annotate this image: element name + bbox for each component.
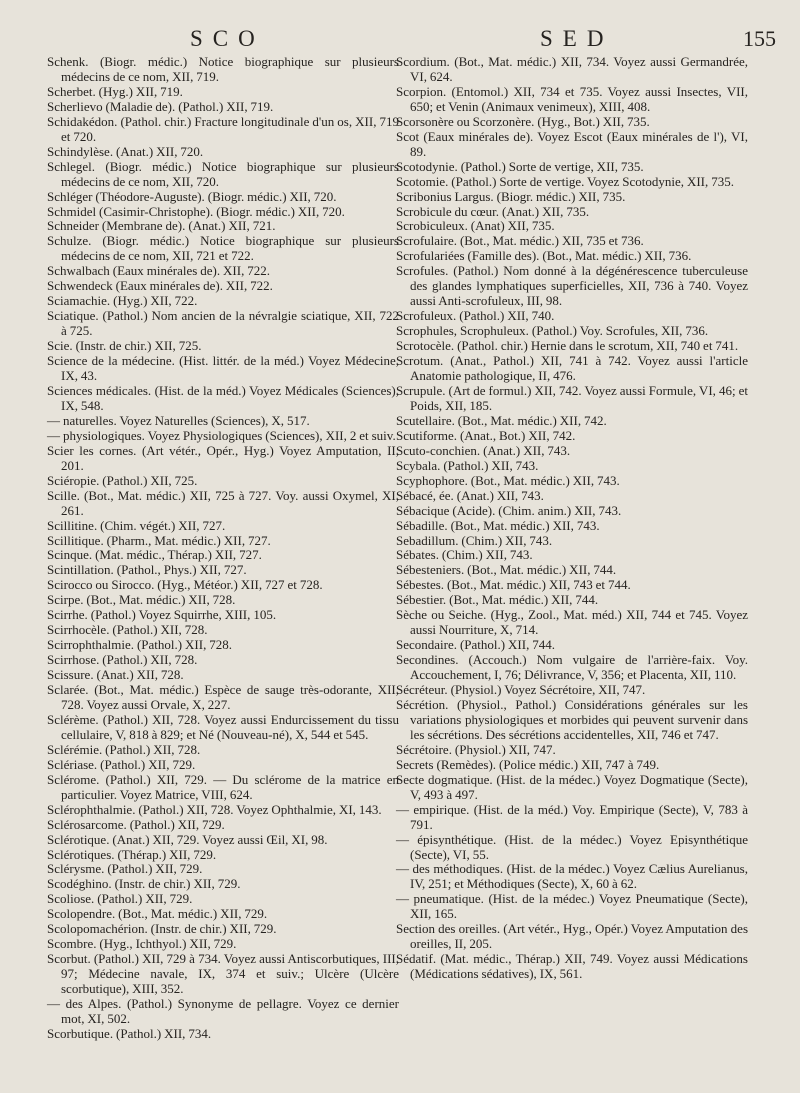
index-entry: Sciéropie. (Pathol.) XII, 725. xyxy=(47,472,198,488)
running-head-left: SCO xyxy=(190,26,265,51)
index-entry: Scirrhose. (Pathol.) XII, 728. xyxy=(47,652,198,668)
index-entry: Scybala. (Pathol.) XII, 743. xyxy=(396,457,539,473)
index-entry: Scolopendre. (Bot., Mat. médic.) XII, 729. xyxy=(47,906,268,922)
index-entry: Scutellaire. (Bot., Mat. médic.) XII, 742. xyxy=(396,412,607,428)
index-entry: Scillitine. (Chim. végét.) XII, 727. xyxy=(47,517,226,533)
index-entry: Sébesteniers. (Bot., Mat. médic.) XII, 744. xyxy=(396,562,617,578)
index-entry: Sciamachie. (Hyg.) XII, 722. xyxy=(47,293,198,309)
index-entry: Scrotum. (Anat., Pathol.) XII, 741 à 742. Voyez aussi l'article Anatomie pathologique, II, 476. xyxy=(396,353,748,384)
index-entry: Sèche ou Seiche. (Hyg., Zool., Mat. méd.) XII, 744 et 745. Voyez aussi Nourriture, X, 714. xyxy=(396,607,748,638)
index-entry: Secte dogmatique. (Hist. de la médec.) Voyez Dogmatique (Secte), V, 493 à 497. xyxy=(396,771,748,802)
index-entry: — empirique. (Hist. de la méd.) Voy. Empirique (Secte), V, 783 à 791. xyxy=(396,801,748,832)
index-entry: Secrets (Remèdes). (Police médic.) XII, 747 à 749. xyxy=(396,756,660,772)
index-entry: Scinque. (Mat. médic., Thérap.) XII, 727. xyxy=(47,547,262,563)
index-entry: Scuto-conchien. (Anat.) XII, 743. xyxy=(396,442,571,458)
index-entry: Schwendeck (Eaux minérales de). XII, 722. xyxy=(47,278,273,294)
index-entry: Scorbut. (Pathol.) XII, 729 à 734. Voyez aussi Antiscorbutiques, III, 97; Médecine navale, IX, 374 et suiv.; Ulcère (Ulcère scorbutique), XIII, 352. xyxy=(47,951,399,997)
index-entry: Sécrétion. (Physiol., Pathol.) Considérations générales sur les variations physiologiques et morbides qui peuvent survenir dans les sécrétions. Des sécrétions accidentelles, XII, 746 et 747. xyxy=(396,696,748,742)
index-entry: Scirrhocèle. (Pathol.) XII, 728. xyxy=(47,622,208,638)
index-entry: Scirpe. (Bot., Mat. médic.) XII, 728. xyxy=(47,592,236,608)
index-entry: Scorsonère ou Scorzonère. (Hyg., Bot.) XII, 735. xyxy=(396,113,650,129)
index-entry: Sclérome. (Pathol.) XII, 729. — Du sclérome de la matrice en particulier. Voyez Matrice, VIII, 624. xyxy=(47,771,399,802)
index-entry: — physiologiques. Voyez Physiologiques (Sciences), XII, 2 et suiv. xyxy=(47,427,396,443)
index-entry: Scoliose. (Pathol.) XII, 729. xyxy=(47,891,193,907)
index-entry: Scie. (Instr. de chir.) XII, 725. xyxy=(47,338,202,354)
running-head-right: SED xyxy=(540,26,614,51)
index-entry: Scolopomachérion. (Instr. de chir.) XII, 729. xyxy=(47,921,277,937)
index-entry: Schmidel (Casimir-Christophe). (Biogr. médic.) XII, 720. xyxy=(47,203,345,219)
right-index-column xyxy=(396,55,748,982)
index-entry: Secondaire. (Pathol.) XII, 744. xyxy=(396,637,556,653)
index-entry: Scillitique. (Pharm., Mat. médic.) XII, 727. xyxy=(47,532,271,548)
index-entry: Scotomie. (Pathol.) Sorte de vertige. Voyez Scotodynie, XII, 735. xyxy=(396,173,734,189)
left-index-column xyxy=(47,55,399,1042)
index-entry: — pneumatique. (Hist. de la médec.) Voyez Pneumatique (Secte), XII, 165. xyxy=(396,891,748,922)
index-entry: Scrofulaire. (Bot., Mat. médic.) XII, 735 et 736. xyxy=(396,233,644,249)
index-entry: Sclérémie. (Pathol.) XII, 728. xyxy=(47,741,201,757)
index-entry: Scorpion. (Entomol.) XII, 734 et 735. Voyez aussi Insectes, VII, 650; et Venin (Animaux venimeux), XIII, 408. xyxy=(396,83,748,114)
index-entry: Scirrhe. (Pathol.) Voyez Squirrhe, XIII, 105. xyxy=(47,607,277,623)
index-entry: Sclérotique. (Anat.) XII, 729. Voyez aussi Œil, XI, 98. xyxy=(47,831,328,847)
index-entry: Scribonius Largus. (Biogr. médic.) XII, 735. xyxy=(396,188,626,204)
index-entry: Scrophules, Scrophuleux. (Pathol.) Voy. Scrofules, XII, 736. xyxy=(396,323,709,339)
index-entry: Scrofulariées (Famille des). (Bot., Mat. médic.) XII, 736. xyxy=(396,248,692,264)
index-entry: Sclériase. (Pathol.) XII, 729. xyxy=(47,756,196,772)
index-entry: Scirrophthalmie. (Pathol.) XII, 728. xyxy=(47,637,233,653)
index-entry: Sébacique (Acide). (Chim. anim.) XII, 743. xyxy=(396,502,622,518)
index-entry: Scissure. (Anat.) XII, 728. xyxy=(47,667,184,683)
index-entry: Sébacé, ée. (Anat.) XII, 743. xyxy=(396,487,544,503)
index-entry: Scorbutique. (Pathol.) XII, 734. xyxy=(47,1025,212,1041)
index-entry: Sébestes. (Bot., Mat. médic.) XII, 743 et 744. xyxy=(396,577,631,593)
index-entry: Sédatif. (Mat. médic., Thérap.) XII, 749. Voyez aussi Médications (Médications sédatives), IX, 561. xyxy=(396,951,748,982)
index-entry: Scot (Eaux minérales de). Voyez Escot (Eaux minérales de l'), VI, 89. xyxy=(396,128,748,159)
index-entry: Sclérotiques. (Thérap.) XII, 729. xyxy=(47,846,217,862)
index-entry: Schwalbach (Eaux minérales de). XII, 722. xyxy=(47,263,271,279)
index-entry: Sébadille. (Bot., Mat. médic.) XII, 743. xyxy=(396,517,600,533)
index-entry: Sclérosarcome. (Pathol.) XII, 729. xyxy=(47,816,225,832)
index-entry: Schidakédon. (Pathol. chir.) Fracture longitudinale d'un os, XII, 719 et 720. xyxy=(47,113,399,144)
index-entry: Sciatique. (Pathol.) Nom ancien de la névralgie sciatique, XII, 722 à 725. xyxy=(47,308,399,339)
index-entry: Scrupule. (Art de formul.) XII, 742. Voyez aussi Formule, VI, 46; et Poids, XII, 185. xyxy=(396,382,748,413)
index-entry: — naturelles. Voyez Naturelles (Sciences), X, 517. xyxy=(47,412,310,428)
index-entry: Scherlievo (Maladie de). (Pathol.) XII, 719. xyxy=(47,98,274,114)
index-entry: Sécréteur. (Physiol.) Voyez Sécrétoire, XII, 747. xyxy=(396,682,646,698)
index-entry: Scintillation. (Pathol., Phys.) XII, 727. xyxy=(47,562,247,578)
index-entry: Sebadillum. (Chim.) XII, 743. xyxy=(396,532,553,548)
index-entry: Sclérysme. (Pathol.) XII, 729. xyxy=(47,861,203,877)
index-entry: Scrofules. (Pathol.) Nom donné à la dégénérescence tuberculeuse des glandes lymphatiques superficielles, XII, 736 à 740. Voyez aussi Anti-scrofuleux, III, 98. xyxy=(396,263,748,309)
index-entry: Secondines. (Accouch.) Nom vulgaire de l'arrière-faix. Voy. Accouchement, I, 76; Délivrance, V, 356; et Placenta, XII, 110. xyxy=(396,652,748,683)
index-entry: Sclérophthalmie. (Pathol.) XII, 728. Voyez Ophthalmie, XI, 143. xyxy=(47,801,382,817)
index-entry: Scordium. (Bot., Mat. médic.) XII, 734. Voyez aussi Germandrée, VI, 624. xyxy=(396,54,748,84)
index-entry: Scier les cornes. (Art vétér., Opér., Hyg.) Voyez Amputation, II, 201. xyxy=(47,442,399,473)
index-entry: Schindylèse. (Anat.) XII, 720. xyxy=(47,143,204,159)
index-entry: Sébates. (Chim.) XII, 743. xyxy=(396,547,533,563)
index-entry: Scrotocèle. (Pathol. chir.) Hernie dans le scrotum, XII, 740 et 741. xyxy=(396,338,739,354)
index-entry: Schulze. (Biogr. médic.) Notice biographique sur plusieurs médecins de ce nom, XII, 721 et 722. xyxy=(47,233,399,264)
index-entry: Sécrétoire. (Physiol.) XII, 747. xyxy=(396,741,556,757)
index-entry: Sciences médicales. (Hist. de la méd.) Voyez Médicales (Sciences), IX, 548. xyxy=(47,382,399,413)
index-entry: Scombre. (Hyg., Ichthyol.) XII, 729. xyxy=(47,936,237,952)
index-entry: Schléger (Théodore-Auguste). (Biogr. médic.) XII, 720. xyxy=(47,188,337,204)
index-entry: Schlegel. (Biogr. médic.) Notice biographique sur plusieurs médecins de ce nom, XII, 720. xyxy=(47,158,399,189)
index-entry: Scutiforme. (Anat., Bot.) XII, 742. xyxy=(396,427,576,443)
index-entry: Scrobiculeux. (Anat) XII, 735. xyxy=(396,218,555,234)
index-entry: Section des oreilles. (Art vétér., Hyg., Opér.) Voyez Amputation des oreilles, II, 205. xyxy=(396,921,748,952)
index-entry: Science de la médecine. (Hist. littér. de la méd.) Voyez Médecine, IX, 43. xyxy=(47,353,399,384)
index-entry: Sclérème. (Pathol.) XII, 728. Voyez aussi Endurcissement du tissu cellulaire, V, 818 à 829; et Né (Nouveau-né), X, 544 et 545. xyxy=(47,711,399,742)
index-entry: Scrofuleux. (Pathol.) XII, 740. xyxy=(396,308,555,324)
index-entry: Schneider (Membrane de). (Anat.) XII, 721. xyxy=(47,218,276,234)
index-entry: Scyphophore. (Bot., Mat. médic.) XII, 743. xyxy=(396,472,620,488)
index-entry: Scille. (Bot., Mat. médic.) XII, 725 à 727. Voy. aussi Oxymel, XI, 261. xyxy=(47,487,399,518)
index-entry: — des méthodiques. (Hist. de la médec.) Voyez Cælius Aurelianus, IV, 251; et Méthodiques (Secte), X, 60 à 62. xyxy=(396,861,748,892)
index-entry: Scherbet. (Hyg.) XII, 719. xyxy=(47,83,183,99)
index-entry: Scirocco ou Sirocco. (Hyg., Météor.) XII, 727 et 728. xyxy=(47,577,323,593)
index-entry: — des Alpes. (Pathol.) Synonyme de pellagre. Voyez ce dernier mot, XI, 502. xyxy=(47,996,399,1026)
index-entry: Sébestier. (Bot., Mat. médic.) XII, 744. xyxy=(396,592,599,608)
index-entry: — épisynthétique. (Hist. de la médec.) Voyez Episynthétique (Secte), VI, 55. xyxy=(396,831,748,862)
index-entry: Scodéghino. (Instr. de chir.) XII, 729. xyxy=(47,876,241,892)
index-entry: Schenk. (Biogr. médic.) Notice biographique sur plusieurs médecins de ce nom, XII, 719. xyxy=(47,54,399,84)
page-number: 155 xyxy=(743,26,776,51)
index-entry: Sclarée. (Bot., Mat. médic.) Espèce de sauge très-odorante, XII, 728. Voyez aussi Orvale, X, 227. xyxy=(47,682,399,712)
index-entry: Scrobicule du cœur. (Anat.) XII, 735. xyxy=(396,203,590,219)
index-entry: Scotodynie. (Pathol.) Sorte de vertige, XII, 735. xyxy=(396,158,644,174)
